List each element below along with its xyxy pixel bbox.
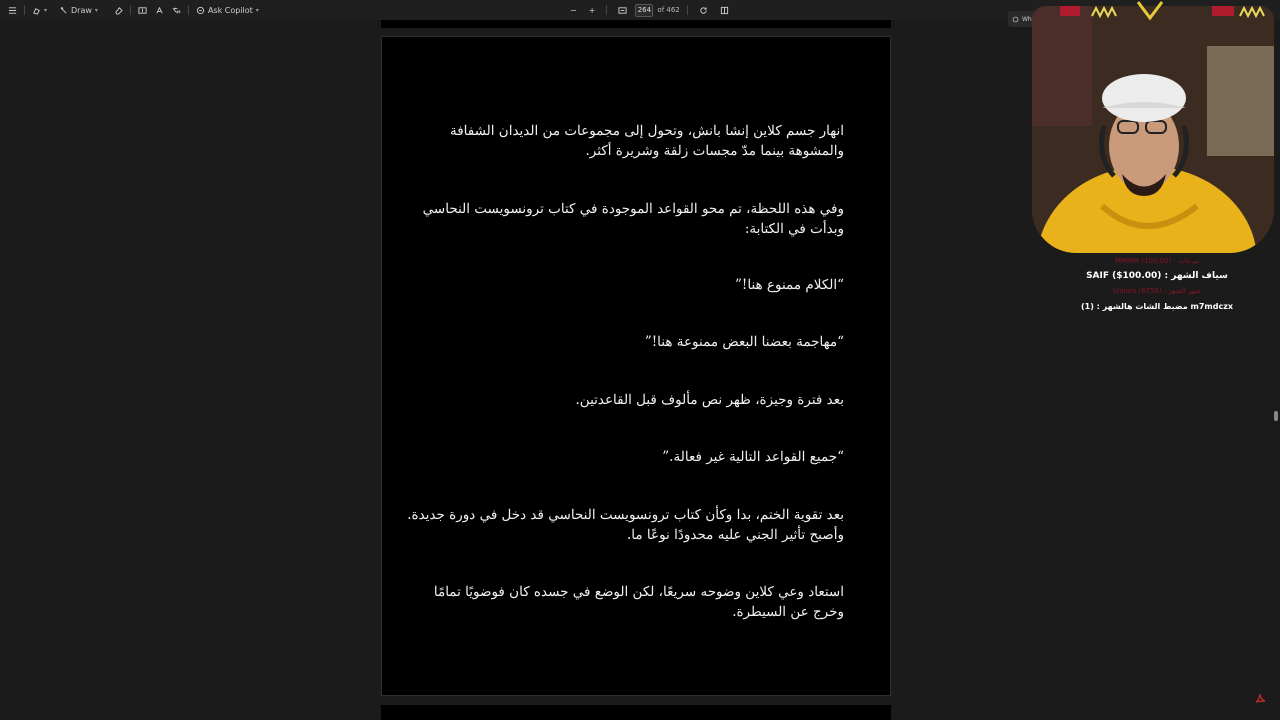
highlight-button[interactable] xyxy=(28,2,51,18)
read-aloud-button[interactable] xyxy=(151,2,168,18)
ask-copilot-label: Ask Copilot xyxy=(207,5,253,15)
paragraph xyxy=(662,447,844,467)
chevron-down-icon: ▾ xyxy=(44,6,48,14)
toolbar-divider xyxy=(130,5,131,15)
previous-page xyxy=(381,20,891,28)
draw-button[interactable] xyxy=(55,2,102,18)
top-donor: SAIF ($100.00) : سياف الشهر xyxy=(1086,271,1228,281)
toolbar-divider xyxy=(24,5,25,15)
highlighter-icon xyxy=(32,6,41,15)
page-number-input[interactable] xyxy=(635,4,653,17)
plus-icon: + xyxy=(588,5,596,15)
text-line: بعد تقوية الختم، بدا وكأن كتاب ترونسويست النحاسي قد دخل في دورة جديدة. xyxy=(407,507,844,523)
chat-leader: مضبط الشات هالشهر : (1) m7mdczx xyxy=(1080,302,1234,311)
pdf-page xyxy=(381,36,891,696)
paragraph xyxy=(450,121,844,161)
text-line: وفي هذه اللحظة، تم محو القواعد الموجودة في كتاب ترونسويست النحاسي xyxy=(422,201,844,217)
text-line: “الكلام ممنوع هنا!” xyxy=(735,277,844,293)
paragraph xyxy=(735,275,844,295)
read-aloud-icon xyxy=(155,6,164,15)
zoom-out-button[interactable] xyxy=(566,2,581,18)
paragraph xyxy=(434,582,844,622)
eraser-icon xyxy=(114,6,123,15)
text-line: وخرج عن السيطرة. xyxy=(732,604,844,620)
paragraph xyxy=(407,505,844,545)
text-line: بعد فترة وجيزة، ظهر نص مألوف قبل القاعدتين. xyxy=(575,392,844,408)
donor-faded-line: MMMM (100,00) - تبرعات xyxy=(1114,257,1200,265)
text-line: “مهاجمة بعضنا البعض ممنوعة هنا!” xyxy=(644,334,844,350)
draw-label: Draw xyxy=(71,5,92,15)
paragraph xyxy=(645,332,844,352)
text-line: استعاد وعي كلاين وضوحه سريعًا، لكن الوضع في جسده كان فوضويًا تمامًا xyxy=(433,584,844,600)
page-view-icon xyxy=(720,6,729,15)
donor-faded-line: blalala (6755) : شهر الشهر xyxy=(1112,287,1202,295)
translate-icon xyxy=(172,6,181,15)
text-line: انهار جسم كلاين إنشا بانش، وتحول إلى مجموعات من الديدان الشفافة xyxy=(449,123,844,139)
page-navigation xyxy=(566,2,733,18)
zoom-in-button[interactable] xyxy=(585,2,600,18)
text-line: وبدأت في الكتابة: xyxy=(744,221,844,237)
overlay-chip-label: Wh xyxy=(1022,15,1032,23)
text-box-button[interactable] xyxy=(134,2,151,18)
chevron-down-icon: ▾ xyxy=(94,6,98,14)
crown-decoration xyxy=(1040,0,1272,22)
donation-board xyxy=(1062,254,1252,314)
webcam-feed xyxy=(1032,6,1274,253)
scrollbar-thumb[interactable] xyxy=(1274,411,1278,421)
pdf-icon xyxy=(1254,692,1266,704)
streamer-image xyxy=(1032,6,1274,253)
contents-button[interactable] xyxy=(4,2,21,18)
text-line: “جميع القواعد التالية غير فعالة.” xyxy=(662,449,844,465)
text-line: والمشوهة بينما مدّ مجسات زلقة وشريرة أكثر. xyxy=(585,143,844,159)
fit-page-button[interactable] xyxy=(614,2,631,18)
copilot-icon xyxy=(1012,16,1019,23)
translate-button[interactable] xyxy=(168,2,185,18)
paragraph xyxy=(423,199,844,239)
erase-button[interactable] xyxy=(110,2,127,18)
textbox-icon xyxy=(138,6,147,15)
minus-icon: − xyxy=(570,5,577,15)
rotate-button[interactable] xyxy=(695,2,712,18)
toolbar-divider xyxy=(188,5,189,15)
chevron-down-icon: ▾ xyxy=(255,6,259,14)
page-total-label: of 462 xyxy=(657,6,680,14)
pen-icon xyxy=(59,6,68,15)
ask-copilot-button[interactable] xyxy=(192,2,263,18)
list-icon xyxy=(8,6,17,15)
page-view-button[interactable] xyxy=(716,2,733,18)
toolbar-divider xyxy=(687,5,688,15)
text-line: وأصبح تأثير الجني عليه محدودًا نوعًا ما. xyxy=(626,527,844,543)
rotate-icon xyxy=(699,6,708,15)
copilot-icon xyxy=(196,6,205,15)
fit-width-icon xyxy=(618,6,627,15)
toolbar-divider xyxy=(606,5,607,15)
paragraph xyxy=(576,390,845,410)
next-page xyxy=(381,705,891,720)
